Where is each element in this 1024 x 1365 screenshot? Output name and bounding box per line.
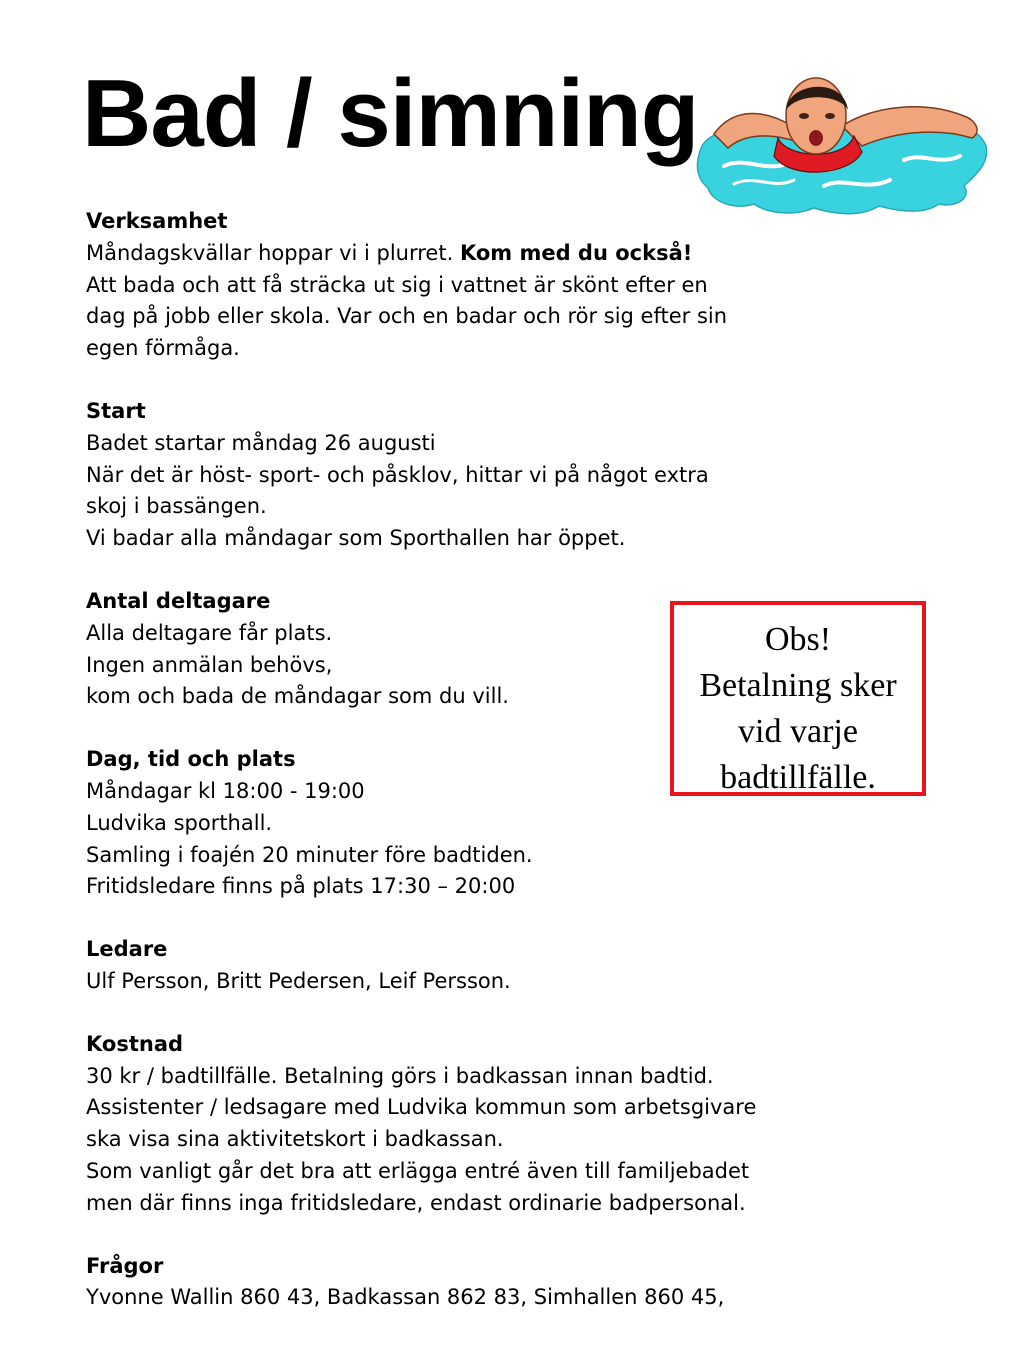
- text-span: Måndagskvällar hoppar vi i plurret.: [86, 240, 460, 265]
- text-line: egen förmåga.: [86, 336, 240, 361]
- text-line: ska visa sina aktivitetskort i badkassan.: [86, 1127, 504, 1152]
- text-line: skoj i bassängen.: [86, 494, 267, 519]
- section-heading: Start: [86, 398, 146, 423]
- section-heading: Verksamhet: [86, 209, 228, 233]
- text-line: kom och bada de måndagar som du vill.: [86, 684, 509, 709]
- section-kostnad: [86, 1029, 886, 1220]
- page-title: Bad / simning: [82, 60, 699, 167]
- section-fragor: [86, 1251, 886, 1315]
- text-line: Ingen anmälan behövs,: [86, 652, 333, 677]
- notice-line: vid varje: [738, 713, 858, 750]
- text-line: Alla deltagare får plats.: [86, 620, 333, 645]
- text-line: Yvonne Wallin 860 43, Badkassan 862 83, Simhallen 860 45,: [86, 1285, 725, 1310]
- text-line: Vi badar alla måndagar som Sporthallen har öppet.: [86, 526, 626, 551]
- notice-line: badtillfälle.: [720, 759, 876, 796]
- section-start: [86, 396, 886, 555]
- text-line: 30 kr / badtillfälle. Betalning görs i badkassan innan badtid.: [86, 1063, 714, 1088]
- section-ledare: [86, 934, 886, 998]
- text-line: Ludvika sporthall.: [86, 810, 273, 835]
- text-line: Att bada och att få sträcka ut sig i vattnet är skönt efter en: [86, 272, 708, 297]
- text-line: Badet startar måndag 26 augusti: [86, 430, 436, 455]
- obs-payment-notice: [670, 601, 926, 796]
- section-heading: Frågor: [86, 1253, 164, 1278]
- emphasis-text: Kom med du också!: [459, 240, 693, 265]
- section-heading: Kostnad: [86, 1031, 184, 1056]
- section-heading: Antal deltagare: [86, 588, 271, 613]
- text-line: Assistenter / ledsagare med Ludvika kommun som arbetsgivare: [86, 1095, 757, 1120]
- section-heading: Dag, tid och plats: [86, 747, 296, 772]
- text-line: men där finns inga fritidsledare, endast ordinarie badpersonal.: [86, 1190, 746, 1215]
- text-line: Ulf Persson, Britt Pedersen, Leif Persson.: [86, 968, 511, 993]
- section-verksamhet: [86, 206, 886, 365]
- notice-line: Obs!: [764, 621, 832, 658]
- notice-line: Betalning sker: [699, 667, 897, 704]
- text-line: När det är höst- sport- och påsklov, hittar vi på något extra: [86, 462, 709, 487]
- text-line: Samling i foajén 20 minuter före badtiden.: [86, 842, 533, 867]
- section-heading: Ledare: [86, 937, 168, 962]
- text-line: dag på jobb eller skola. Var och en badar och rör sig efter sin: [86, 304, 728, 329]
- text-line: [86, 238, 886, 270]
- text-line: Som vanligt går det bra att erlägga entré även till familjebadet: [86, 1158, 750, 1183]
- swimmer-illustration: [694, 76, 990, 218]
- text-line: Måndagar kl 18:00 - 19:00: [86, 778, 365, 803]
- text-line: Fritidsledare finns på plats 17:30 – 20:00: [86, 874, 516, 899]
